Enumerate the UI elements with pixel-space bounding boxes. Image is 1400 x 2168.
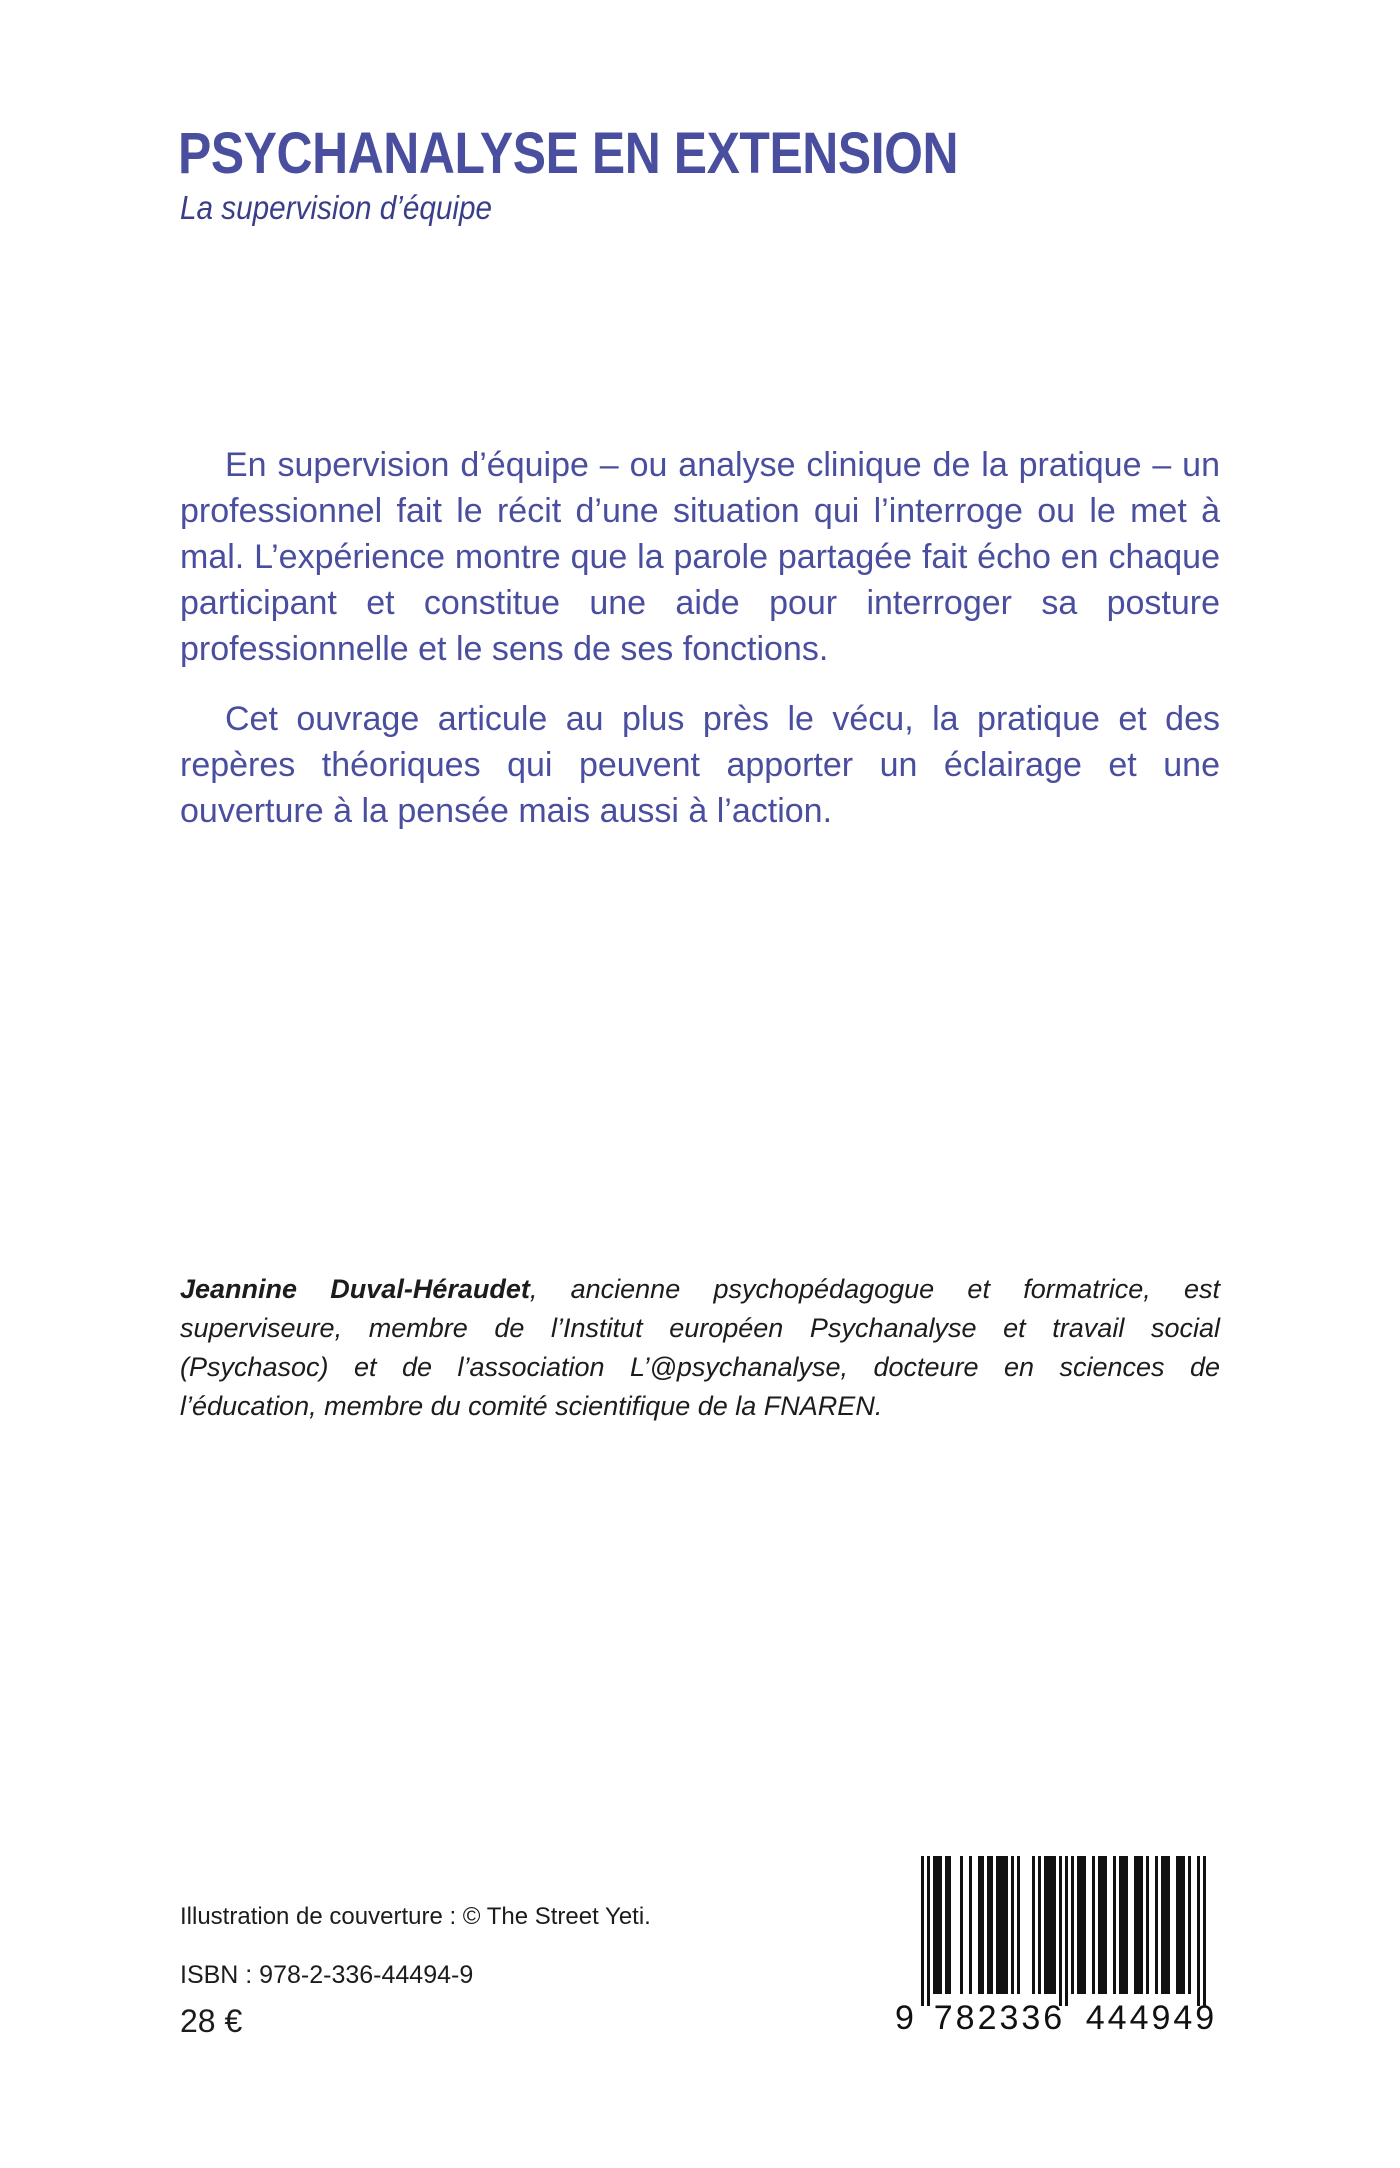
- book-subtitle: La supervision d’équipe: [180, 189, 493, 226]
- barcode-bar: [999, 1856, 1002, 1994]
- barcode-bar: [1104, 1856, 1107, 1994]
- illustration-credit: Illustration de couverture : © The Street Yeti.: [180, 1903, 651, 1930]
- blurb-paragraph: En supervision d’équipe – ou analyse clinique de la pratique – un professionnel fait le récit d’une situation qui l’interroge ou le met à mal. L’expérience montre que la parole partagée fait écho en chaque participant et constitue une aide pour interroger sa posture professionnelle et le sens de ses fonctions.: [180, 446, 1220, 668]
- barcode-bar: [921, 1856, 924, 2006]
- barcode-bar: [978, 1856, 981, 1994]
- barcode-bar: [1176, 1856, 1179, 1994]
- barcode-bar: [927, 1856, 930, 2006]
- barcode-bar: [1101, 1856, 1104, 1994]
- barcode-bar: [1044, 1856, 1047, 1994]
- barcode-bar: [1047, 1856, 1050, 1994]
- barcode-bar: [987, 1856, 990, 1994]
- barcode-bar: [1197, 1856, 1200, 2006]
- barcode-bar: [990, 1856, 993, 1994]
- barcode-bar: [1137, 1856, 1140, 1994]
- blurb: [180, 442, 1220, 858]
- barcode-bar: [1179, 1856, 1182, 1994]
- price: 28 €: [180, 2003, 243, 2039]
- barcode-bar: [1005, 1856, 1008, 1994]
- barcode-bar: [969, 1856, 972, 1994]
- barcode-bar: [948, 1856, 951, 1994]
- barcode-bar: [1077, 1856, 1080, 1994]
- barcode-bar: [1032, 1856, 1035, 1994]
- barcode-bar: [1098, 1856, 1101, 1994]
- book-title: PSYCHANALYSE EN EXTENSION: [178, 121, 959, 186]
- barcode-bar: [1167, 1856, 1170, 1994]
- barcode-bar: [1038, 1856, 1041, 1994]
- barcode-bar: [1050, 1856, 1053, 1994]
- barcode-bar: [1122, 1856, 1125, 1994]
- barcode-bar: [1065, 1856, 1068, 2006]
- barcode-bar: [1092, 1856, 1095, 1994]
- barcode-bar: [1188, 1856, 1191, 1994]
- barcode-bar: [1002, 1856, 1005, 1994]
- barcode-bar: [996, 1856, 999, 1994]
- barcode-bar: [945, 1856, 948, 1994]
- blurb-paragraph: Cet ouvrage articule au plus près le vécu, la pratique et des repères théoriques qui peuvent apporter un éclairage et une ouverture à la pensée mais aussi à l’action.: [180, 700, 1220, 830]
- barcode-left-digits: 782336: [933, 1999, 1066, 2037]
- isbn: ISBN : 978-2-336-44494-9: [180, 1961, 474, 1989]
- barcode-bar: [1203, 1856, 1206, 2006]
- author-bio-text: , ancienne psychopédagogue et formatrice, est superviseure, membre de l’Institut européen Psychanalyse et travail social (Psychasoc) et de l’association L’@psychanalyse, docteure en sciences de l’éducation, membre du comité scientifique de la FNAREN.: [180, 1274, 1221, 1421]
- barcode-first-digit: 9: [895, 1999, 914, 2037]
- barcode-bar: [1113, 1856, 1116, 1994]
- isbn-barcode: [895, 1856, 1240, 2038]
- barcode-bar: [1125, 1856, 1128, 1994]
- barcode-bar: [1161, 1856, 1164, 1994]
- barcode-bar: [1155, 1856, 1158, 1994]
- barcode-bar: [1071, 1856, 1074, 1994]
- author-bio: [180, 1270, 1220, 1426]
- barcode-bar: [1083, 1856, 1086, 1994]
- barcode-bar: [1011, 1856, 1014, 1994]
- barcode-bar: [1119, 1856, 1122, 1994]
- barcode-bar: [1017, 1856, 1020, 1994]
- barcode-bars: [895, 1856, 1240, 2006]
- barcode-bar: [1140, 1856, 1143, 1994]
- barcode-bar: [1146, 1856, 1149, 1994]
- barcode-bar: [936, 1856, 939, 1994]
- barcode-bar: [1182, 1856, 1185, 1994]
- barcode-bar: [1059, 1856, 1062, 2006]
- barcode-bar: [939, 1856, 942, 1994]
- author-name: Jeannine Duval-Héraudet: [180, 1274, 530, 1304]
- barcode-bar: [1053, 1856, 1056, 1994]
- barcode-right-digits: 444949: [1085, 1999, 1218, 2037]
- barcode-bar: [1080, 1856, 1083, 1994]
- barcode-bar: [981, 1856, 984, 1994]
- barcode-bar: [1164, 1856, 1167, 1994]
- barcode-bar: [1134, 1856, 1137, 1994]
- barcode-bar: [933, 1856, 936, 1994]
- barcode-bar: [960, 1856, 963, 1994]
